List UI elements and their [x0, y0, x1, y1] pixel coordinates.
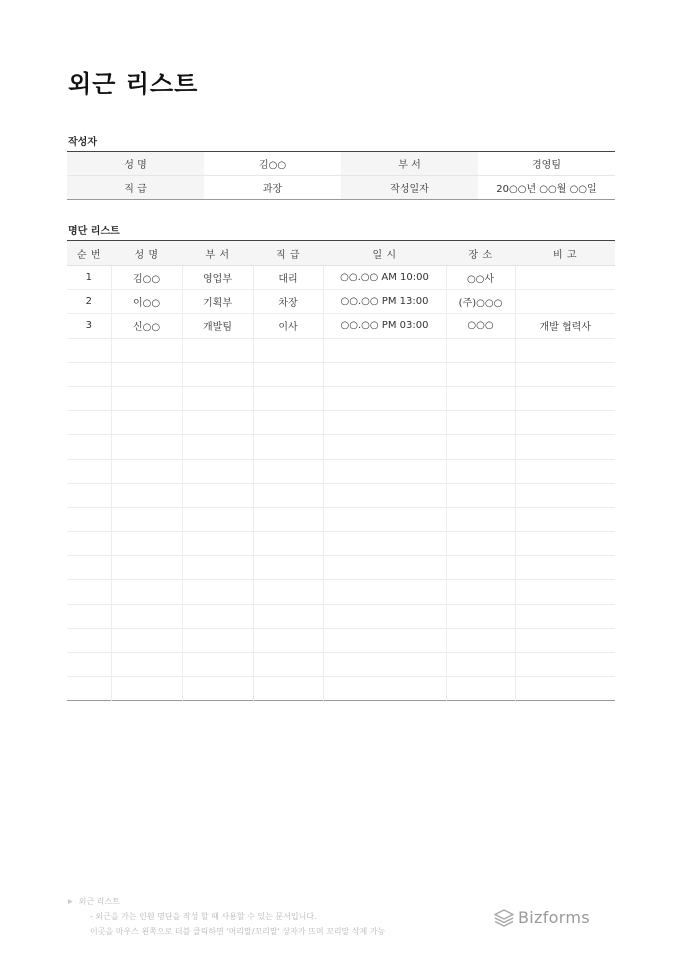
roster-cell[interactable]: 기획부: [182, 290, 253, 314]
roster-header-cell: 직 급: [253, 241, 323, 266]
author-section-label: 작성자: [68, 137, 97, 148]
roster-empty-cell[interactable]: [111, 435, 182, 459]
roster-header-row: [67, 241, 615, 266]
roster-empty-cell[interactable]: [515, 604, 615, 628]
roster-empty-cell[interactable]: [515, 556, 615, 580]
roster-cell[interactable]: 영업부: [182, 266, 253, 290]
info-label: 직 급: [67, 176, 204, 200]
footer-heading: 외근 리스트: [78, 897, 120, 906]
roster-empty-cell[interactable]: [67, 677, 111, 701]
roster-empty-cell[interactable]: [67, 435, 111, 459]
roster-empty-cell[interactable]: [515, 677, 615, 701]
info-value-department[interactable]: 경영팀: [478, 152, 615, 176]
roster-row: [67, 314, 615, 338]
roster-empty-cell[interactable]: [323, 435, 446, 459]
roster-empty-cell[interactable]: [182, 628, 253, 652]
roster-empty-cell[interactable]: [515, 483, 615, 507]
roster-empty-row: [67, 362, 615, 386]
roster-cell[interactable]: 김○○: [111, 266, 182, 290]
roster-cell[interactable]: ○○사: [446, 266, 515, 290]
roster-empty-cell[interactable]: [67, 386, 111, 410]
roster-cell[interactable]: ○○.○○ PM 03:00: [323, 314, 446, 338]
roster-cell[interactable]: [515, 266, 615, 290]
roster-empty-cell[interactable]: [182, 483, 253, 507]
roster-empty-cell[interactable]: [67, 362, 111, 386]
roster-empty-cell[interactable]: [111, 628, 182, 652]
roster-empty-cell[interactable]: [67, 459, 111, 483]
roster-empty-row: [67, 338, 615, 362]
roster-empty-cell[interactable]: [253, 580, 323, 604]
roster-empty-cell[interactable]: [111, 677, 182, 701]
info-row: [67, 176, 615, 200]
roster-empty-cell[interactable]: [446, 411, 515, 435]
roster-empty-cell[interactable]: [253, 677, 323, 701]
roster-empty-cell[interactable]: [253, 653, 323, 677]
roster-empty-row: [67, 677, 615, 701]
roster-empty-cell[interactable]: [446, 362, 515, 386]
roster-cell[interactable]: (주)○○○: [446, 290, 515, 314]
roster-empty-row: [67, 556, 615, 580]
roster-empty-cell[interactable]: [446, 532, 515, 556]
roster-empty-cell[interactable]: [446, 338, 515, 362]
roster-empty-cell[interactable]: [515, 338, 615, 362]
roster-empty-cell[interactable]: [446, 459, 515, 483]
stacked-layers-icon: [494, 909, 514, 927]
roster-empty-cell[interactable]: [323, 628, 446, 652]
roster-row: [67, 290, 615, 314]
roster-header-cell: 성 명: [111, 241, 182, 266]
roster-empty-cell[interactable]: [446, 435, 515, 459]
roster-empty-cell[interactable]: [182, 459, 253, 483]
roster-empty-cell[interactable]: [182, 362, 253, 386]
roster-empty-cell[interactable]: [67, 507, 111, 531]
author-info-table: [67, 151, 615, 200]
roster-empty-cell[interactable]: [182, 532, 253, 556]
roster-cell[interactable]: 이○○: [111, 290, 182, 314]
roster-cell[interactable]: ○○○: [446, 314, 515, 338]
roster-cell[interactable]: 차장: [253, 290, 323, 314]
roster-empty-cell[interactable]: [67, 532, 111, 556]
roster-empty-cell[interactable]: [67, 411, 111, 435]
roster-empty-cell[interactable]: [323, 362, 446, 386]
info-value-name[interactable]: 김○○: [204, 152, 341, 176]
info-value-date[interactable]: 20○○년 ○○월 ○○일: [496, 184, 597, 195]
roster-header-cell: 장 소: [446, 241, 515, 266]
roster-empty-cell[interactable]: [111, 338, 182, 362]
roster-empty-row: [67, 459, 615, 483]
roster-cell[interactable]: 2: [67, 290, 111, 314]
roster-cell[interactable]: 대리: [253, 266, 323, 290]
roster-empty-cell[interactable]: [111, 507, 182, 531]
roster-cell[interactable]: ○○.○○ PM 13:00: [323, 290, 446, 314]
roster-empty-cell[interactable]: [446, 483, 515, 507]
roster-empty-cell[interactable]: [111, 483, 182, 507]
roster-empty-row: [67, 532, 615, 556]
roster-empty-cell[interactable]: [446, 580, 515, 604]
roster-empty-cell[interactable]: [182, 604, 253, 628]
roster-empty-cell[interactable]: [182, 338, 253, 362]
roster-empty-cell[interactable]: [182, 435, 253, 459]
roster-empty-cell[interactable]: [515, 628, 615, 652]
roster-empty-cell[interactable]: [515, 532, 615, 556]
roster-section-label: 명단 리스트: [68, 226, 120, 237]
roster-empty-cell[interactable]: [182, 556, 253, 580]
roster-empty-cell[interactable]: [323, 386, 446, 410]
roster-empty-cell[interactable]: [323, 507, 446, 531]
roster-empty-cell[interactable]: [111, 411, 182, 435]
roster-header-cell: 부 서: [182, 241, 253, 266]
roster-empty-row: [67, 604, 615, 628]
logo-text: Bizforms: [518, 908, 590, 927]
roster-empty-cell[interactable]: [323, 411, 446, 435]
roster-empty-cell[interactable]: [253, 532, 323, 556]
roster-empty-cell[interactable]: [323, 532, 446, 556]
roster-cell[interactable]: 개발 협력사: [515, 314, 615, 338]
footer[interactable]: [68, 894, 385, 939]
roster-empty-cell[interactable]: [253, 483, 323, 507]
roster-empty-cell[interactable]: [182, 653, 253, 677]
roster-empty-cell[interactable]: [111, 556, 182, 580]
roster-empty-cell[interactable]: [515, 435, 615, 459]
roster-empty-cell[interactable]: [515, 653, 615, 677]
roster-empty-cell[interactable]: [446, 507, 515, 531]
roster-empty-cell[interactable]: [446, 677, 515, 701]
roster-header-cell: 비 고: [515, 241, 615, 266]
info-label: 작성일자: [341, 176, 478, 200]
roster-empty-row: [67, 580, 615, 604]
roster-empty-cell[interactable]: [253, 435, 323, 459]
roster-table: [67, 240, 615, 701]
roster-empty-cell[interactable]: [111, 386, 182, 410]
info-value-position[interactable]: 과장: [262, 184, 283, 195]
roster-empty-row: [67, 507, 615, 531]
roster-empty-cell[interactable]: [182, 386, 253, 410]
roster-empty-cell[interactable]: [323, 338, 446, 362]
roster-empty-cell[interactable]: [323, 459, 446, 483]
roster-empty-row: [67, 628, 615, 652]
roster-empty-cell[interactable]: [253, 628, 323, 652]
roster-header-cell: 순 번: [67, 241, 111, 266]
roster-header-cell: 일 시: [323, 241, 446, 266]
roster-cell[interactable]: 3: [67, 314, 111, 338]
roster-empty-cell[interactable]: [446, 556, 515, 580]
roster-empty-cell[interactable]: [515, 411, 615, 435]
roster-empty-cell[interactable]: [323, 653, 446, 677]
roster-empty-cell[interactable]: [515, 580, 615, 604]
bizforms-logo: [494, 908, 590, 927]
roster-cell[interactable]: 신○○: [111, 314, 182, 338]
roster-empty-cell[interactable]: [182, 507, 253, 531]
roster-cell[interactable]: ○○.○○ AM 10:00: [323, 266, 446, 290]
roster-empty-cell[interactable]: [67, 653, 111, 677]
roster-empty-cell[interactable]: [323, 677, 446, 701]
roster-empty-cell[interactable]: [253, 556, 323, 580]
roster-empty-cell[interactable]: [182, 580, 253, 604]
roster-empty-cell[interactable]: [111, 459, 182, 483]
roster-cell[interactable]: 1: [67, 266, 111, 290]
roster-empty-cell[interactable]: [111, 653, 182, 677]
roster-empty-cell[interactable]: [67, 483, 111, 507]
roster-empty-cell[interactable]: [253, 338, 323, 362]
roster-empty-cell[interactable]: [67, 604, 111, 628]
roster-empty-cell[interactable]: [111, 362, 182, 386]
roster-empty-row: [67, 411, 615, 435]
roster-empty-cell[interactable]: [111, 580, 182, 604]
roster-empty-cell[interactable]: [67, 556, 111, 580]
roster-empty-cell[interactable]: [67, 628, 111, 652]
roster-empty-cell[interactable]: [253, 507, 323, 531]
roster-empty-cell[interactable]: [253, 459, 323, 483]
roster-empty-cell[interactable]: [446, 653, 515, 677]
roster-row: [67, 266, 615, 290]
info-label: 부 서: [341, 152, 478, 176]
roster-empty-cell[interactable]: [446, 386, 515, 410]
roster-empty-cell[interactable]: [446, 628, 515, 652]
info-label: 성 명: [67, 152, 204, 176]
roster-cell[interactable]: 개발팀: [182, 314, 253, 338]
roster-empty-cell[interactable]: [182, 677, 253, 701]
triangle-bullet-icon: ▶: [68, 898, 73, 905]
roster-empty-row: [67, 483, 615, 507]
roster-empty-cell[interactable]: [515, 386, 615, 410]
roster-empty-row: [67, 386, 615, 410]
roster-empty-cell[interactable]: [323, 483, 446, 507]
roster-empty-cell[interactable]: [323, 580, 446, 604]
roster-empty-cell[interactable]: [253, 604, 323, 628]
roster-empty-row: [67, 653, 615, 677]
roster-empty-row: [67, 435, 615, 459]
footer-line: - 외근을 가는 인원 명단을 작성 할 때 사용할 수 있는 문서입니다.: [90, 912, 317, 921]
roster-empty-cell[interactable]: [515, 459, 615, 483]
roster-empty-cell[interactable]: [253, 362, 323, 386]
roster-empty-cell[interactable]: [515, 362, 615, 386]
roster-empty-cell[interactable]: [253, 411, 323, 435]
footer-line: 이곳을 마우스 왼쪽으로 더블 클릭하면 '머리말/꼬리말' 상자가 뜨며 꼬리말 삭제 가능: [90, 927, 386, 936]
roster-empty-cell[interactable]: [111, 532, 182, 556]
roster-empty-cell[interactable]: [323, 556, 446, 580]
info-row: [67, 152, 615, 176]
roster-empty-cell[interactable]: [182, 411, 253, 435]
roster-empty-cell[interactable]: [111, 604, 182, 628]
roster-empty-cell[interactable]: [67, 338, 111, 362]
roster-empty-cell[interactable]: [323, 604, 446, 628]
roster-empty-cell[interactable]: [67, 580, 111, 604]
roster-empty-cell[interactable]: [253, 386, 323, 410]
roster-cell[interactable]: 이사: [253, 314, 323, 338]
roster-cell[interactable]: [515, 290, 615, 314]
page-title: 외근 리스트: [68, 70, 199, 98]
roster-empty-cell[interactable]: [446, 604, 515, 628]
roster-empty-cell[interactable]: [515, 507, 615, 531]
